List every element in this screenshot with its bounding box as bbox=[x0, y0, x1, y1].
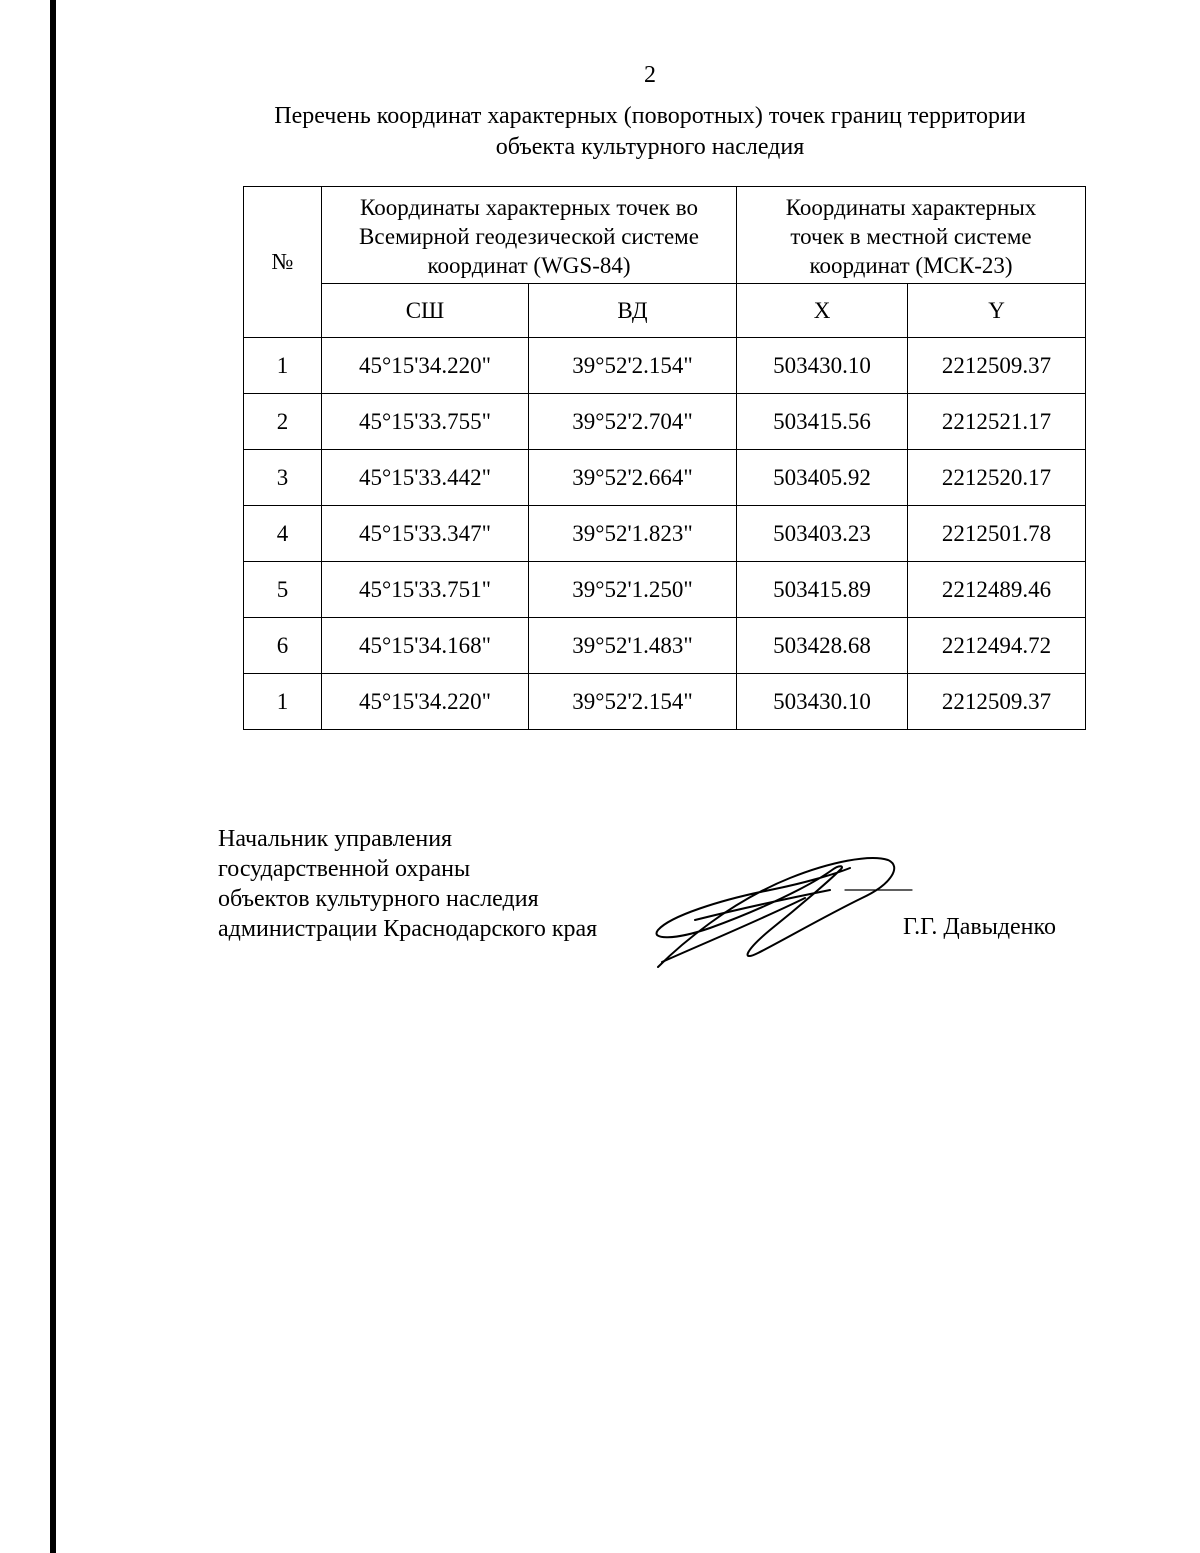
cell-y: 2212509.37 bbox=[908, 338, 1086, 394]
cell-number: 2 bbox=[244, 394, 322, 450]
cell-x: 503405.92 bbox=[737, 450, 908, 506]
header-longitude: ВД bbox=[529, 284, 737, 338]
header-x: X bbox=[737, 284, 908, 338]
cell-y: 2212501.78 bbox=[908, 506, 1086, 562]
coordinates-table bbox=[243, 186, 1086, 730]
cell-number: 4 bbox=[244, 506, 322, 562]
table-row bbox=[244, 338, 1086, 394]
cell-longitude: 39°52'2.154" bbox=[529, 674, 737, 730]
cell-x: 503415.89 bbox=[737, 562, 908, 618]
signatory-name: Г.Г. Давыденко bbox=[903, 914, 1056, 940]
cell-x: 503430.10 bbox=[737, 338, 908, 394]
scan-border-line bbox=[50, 0, 56, 1553]
header-wgs84-line-1: Координаты характерных точек во bbox=[360, 194, 698, 220]
table-row bbox=[244, 450, 1086, 506]
cell-x: 503415.56 bbox=[737, 394, 908, 450]
cell-longitude: 39°52'2.704" bbox=[529, 394, 737, 450]
cell-longitude: 39°52'1.250" bbox=[529, 562, 737, 618]
table-row bbox=[244, 618, 1086, 674]
header-latitude: СШ bbox=[322, 284, 529, 338]
cell-number: 6 bbox=[244, 618, 322, 674]
document-title-line-2: объекта культурного наследия bbox=[495, 134, 805, 160]
table-subheader-row bbox=[244, 284, 1086, 338]
document-title-line-1: Перечень координат характерных (поворотных) точек границ территории bbox=[274, 103, 1026, 129]
signatory-position-line-2: государственной охраны bbox=[218, 856, 471, 882]
signatory-position bbox=[218, 824, 597, 944]
cell-longitude: 39°52'1.823" bbox=[529, 506, 737, 562]
table-row bbox=[244, 394, 1086, 450]
cell-latitude: 45°15'33.751" bbox=[322, 562, 529, 618]
cell-x: 503403.23 bbox=[737, 506, 908, 562]
handwritten-signature bbox=[640, 850, 920, 975]
cell-y: 2212520.17 bbox=[908, 450, 1086, 506]
signatory-position-line-3: объектов культурного наследия bbox=[218, 886, 539, 912]
signatory-position-line-4: администрации Краснодарского края bbox=[218, 916, 598, 942]
header-y: Y bbox=[908, 284, 1086, 338]
header-number: № bbox=[244, 187, 322, 338]
table-row bbox=[244, 506, 1086, 562]
cell-number: 5 bbox=[244, 562, 322, 618]
cell-longitude: 39°52'1.483" bbox=[529, 618, 737, 674]
cell-y: 2212509.37 bbox=[908, 674, 1086, 730]
cell-y: 2212521.17 bbox=[908, 394, 1086, 450]
cell-x: 503430.10 bbox=[737, 674, 908, 730]
cell-x: 503428.68 bbox=[737, 618, 908, 674]
table-row bbox=[244, 562, 1086, 618]
cell-latitude: 45°15'33.347" bbox=[322, 506, 529, 562]
table-row bbox=[244, 674, 1086, 730]
header-msk23-line-2: точек в местной системе bbox=[790, 223, 1032, 249]
header-wgs84-line-3: координат (WGS-84) bbox=[427, 252, 631, 278]
header-wgs84-line-2: Всемирной геодезической системе bbox=[359, 223, 699, 249]
cell-latitude: 45°15'34.220" bbox=[322, 338, 529, 394]
cell-number: 3 bbox=[244, 450, 322, 506]
cell-latitude: 45°15'34.168" bbox=[322, 618, 529, 674]
cell-longitude: 39°52'2.664" bbox=[529, 450, 737, 506]
cell-latitude: 45°15'33.442" bbox=[322, 450, 529, 506]
header-msk23-line-3: координат (МСК-23) bbox=[809, 252, 1013, 278]
document-title bbox=[200, 101, 1100, 163]
header-msk23-group bbox=[737, 187, 1086, 284]
cell-latitude: 45°15'34.220" bbox=[322, 674, 529, 730]
page-number: 2 bbox=[644, 62, 656, 88]
header-msk23-line-1: Координаты характерных bbox=[785, 194, 1037, 220]
cell-number: 1 bbox=[244, 674, 322, 730]
cell-y: 2212494.72 bbox=[908, 618, 1086, 674]
cell-y: 2212489.46 bbox=[908, 562, 1086, 618]
signatory-position-line-1: Начальник управления bbox=[218, 826, 453, 852]
table-header-row bbox=[244, 187, 1086, 284]
header-wgs84-group bbox=[322, 187, 737, 284]
cell-number: 1 bbox=[244, 338, 322, 394]
cell-longitude: 39°52'2.154" bbox=[529, 338, 737, 394]
cell-latitude: 45°15'33.755" bbox=[322, 394, 529, 450]
